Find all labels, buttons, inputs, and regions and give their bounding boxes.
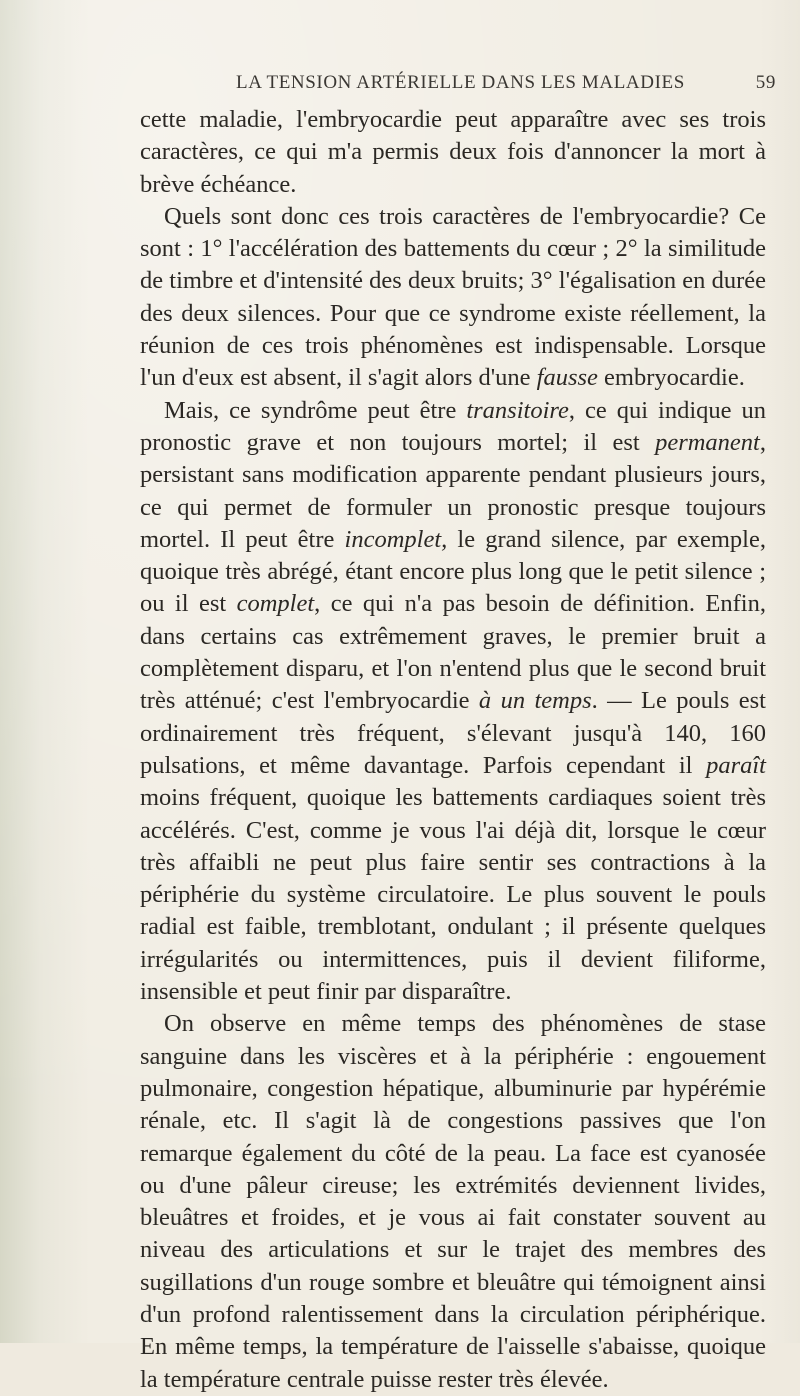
text-run: On observe en même temps des phénomènes de stase sanguine dans les viscères et à la périphérie : engouement pulmonaire, congestion hépatique, albuminurie par hypérémie rénale, etc. Il s'agit là de congestions passives que l'on remarque également du côté de la peau. La face est cyanosée ou d'une pâleur cireuse; les extrémités deviennent livides, bleuâtres et froides, et je vous ai fait constater souvent au niveau des articulations et sur le trajet des membres des sugillations d'un rouge sombre et bleuâtre qui témoignent ainsi d'un profond ralentissement dans la circulation périphérique. En même temps, la température de l'aisselle s'abaisse, quoique la température centrale puisse rester très élevée. <box>140 1010 766 1393</box>
text-run: , ce qui n'a pas besoin de définition. Enfin, dans certains cas extrêmement graves, le premier bruit a complètement disparu, et l'on n'entend plus que le second bruit très atténué; c'est l'embryocardie <box>140 590 766 715</box>
text-run: . — Le pouls est ordinairement très fréquent, s'élevant jusqu'à 140, 160 pulsations, et même davantage. Parfois cependant il <box>140 687 766 779</box>
text-run: cette maladie, l'embryocardie peut apparaître avec ses trois caractères, ce qui m'a permis deux fois d'annoncer la mort à brève échéance. <box>140 106 766 198</box>
italic-term: à un temps <box>478 687 592 715</box>
text-run: le grand silence, par exemple, quoique très abrégé, étant encore plus long que le petit silence ; ou il est <box>140 525 766 618</box>
italic-term: transitoire <box>466 396 569 424</box>
paragraph-3 <box>140 395 766 1009</box>
text-run: Quels sont donc ces trois caractères de l'embryocardie? Ce sont : 1° l'accélération des battements du cœur ; 2° la similitude de timbre et d'intensité des deux bruits; 3° l'égalisation en durée des deux silences. Pour que ce syndrome existe réellement, la réunion de ces trois phénomènes est indispensable. Lorsque l'un d'eux est absent, il s'agit alors d'une <box>140 202 766 392</box>
italic-term: permanent <box>655 428 760 456</box>
text-run: , ce qui indique un pronostic grave et non toujours mortel; il est <box>140 396 766 456</box>
paragraph-1 <box>140 104 766 201</box>
body-text <box>140 104 766 1396</box>
italic-term: fausse <box>536 364 598 392</box>
running-title: LA TENSION ARTÉRIELLE DANS LES MALADIES <box>236 72 685 93</box>
page-number: 59 <box>755 72 776 93</box>
text-run: , persistant sans modification apparente pendant plusieurs jours, ce qui permet de formuler un pronostic presque toujours mortel. Il peut être <box>140 428 766 553</box>
paragraph-2 <box>140 201 766 395</box>
text-run: Mais, ce syndrôme peut être <box>164 396 467 424</box>
italic-term: incomplet, <box>344 525 448 553</box>
italic-term: complet <box>236 590 315 618</box>
text-run: moins fréquent, quoique les battements cardiaques soient très accélérés. C'est, comme je vous l'ai déjà dit, lorsque le cœur très affaibli ne peut plus faire sentir ses contractions à la périphérie du système circulatoire. Le plus souvent le pouls radial est faible, tremblotant, ondulant ; il présente quelques irrégularités ou intermittences, puis il devient filiforme, insensible et peut finir par disparaître. <box>140 784 766 1006</box>
paragraph-4 <box>140 1008 766 1396</box>
text-run: embryocardie. <box>597 364 745 392</box>
running-header <box>236 72 776 94</box>
italic-term: paraît <box>706 751 766 779</box>
